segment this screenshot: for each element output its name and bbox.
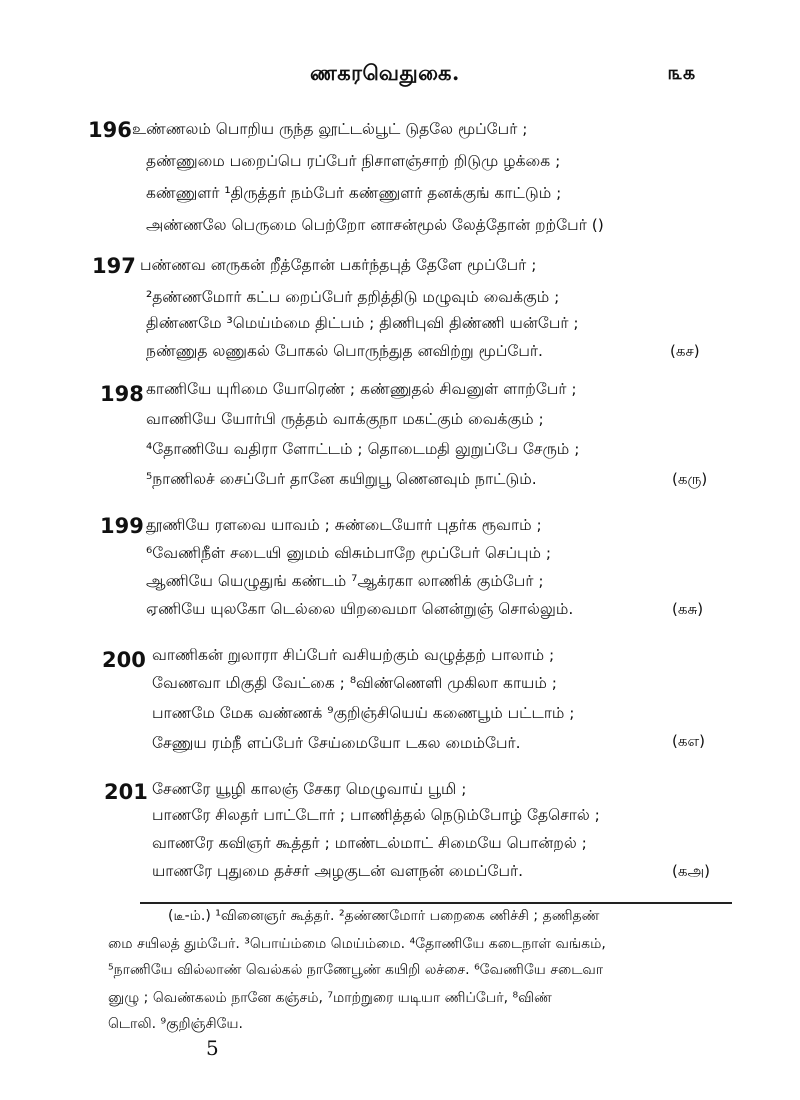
stanza-tag: (கரு) xyxy=(672,470,708,488)
stanza-tag: (கசு) xyxy=(672,600,704,618)
stanza-number: 201 xyxy=(104,780,148,804)
stanza-tag: (கஎ) xyxy=(672,732,706,750)
verse-line: தண்ணுமை பறைப்பெ ரப்பேர் நிசாளஞ்சாற் றிடுமு ழக்கை ; xyxy=(146,152,561,170)
verse-line: பாணரே சிலதர் பாட்டோர் ; பாணித்தல் நெடும்போழ் தேசொல் ; xyxy=(152,806,600,824)
verse-line: சேணுய ரம்நீ ளப்பேர் சேய்மையோ டகல மைம்பேர். xyxy=(152,734,521,752)
stanza-tag: (கஅ) xyxy=(672,862,710,880)
verse-line: உண்ணலம் பொறிய ருந்த லூட்டல்பூட் டுதலே மூப்பேர் ; xyxy=(132,120,528,138)
footnote-line: னுழு ; வெண்கலம் நானே கஞ்சம், ⁷மாற்றுரை யடியா ணிப்பேர், ⁸விண் xyxy=(108,990,552,1006)
running-head xyxy=(0,60,800,100)
verse-line: ²தண்ணமோர் கட்ப றைப்பேர் தறித்திடு மழுவும் வைக்கும் ; xyxy=(146,288,560,306)
footnote-line: மை சயிலத் தும்பேர். ³பொய்ம்மை மெய்ம்மை. ⁴தோணியே கடைநாள் வங்கம், xyxy=(108,936,606,952)
page-mark: ௩௧ xyxy=(668,62,696,84)
footnote-line: (டீ-ம்.) ¹வினைஞர் கூத்தர். ²தண்ணமோர் பறைகை ணிச்சி ; தணிதண் xyxy=(168,908,600,924)
footnote-line: டொலி. ⁹குறிஞ்சியே. xyxy=(108,1016,243,1032)
stanza-number: 196 xyxy=(88,118,132,142)
verse-line: வாணரே கவிஞர் கூத்தர் ; மாண்டல்மாட் சிமையே பொன்றல் ; xyxy=(152,834,587,852)
verse-line: தூணியே ரளவை யாவம் ; சுண்டையோர் புதர்க ரூவாம் ; xyxy=(146,516,542,534)
verse-line: ⁵நாணிலச் சைப்பேர் தானே கயிறுபூ ணெனவும் நாட்டும். xyxy=(146,470,537,488)
footnote-line: ⁵நாணியே வில்லாண் வெல்கல் நாணேபூண் கயிறி லச்சை. ⁶வேணியே சடைவா xyxy=(108,962,604,978)
verse-line: கண்ணுளர் ¹திருத்தர் நம்பேர் கண்ணுளர் தனக்குங் காட்டும் ; xyxy=(146,184,562,202)
stanza-number: 199 xyxy=(100,514,144,538)
verse-line: யாணரே புதுமை தச்சர் அழகுடன் வளநன் மைப்பேர். xyxy=(152,862,524,880)
stanza-tag: (கச) xyxy=(670,342,700,360)
verse-line: ⁶வேணிநீள் சடையி னுமம் விசும்பாறே மூப்பேர் செப்பும் ; xyxy=(146,544,552,562)
verse-line: காணியே யுரிமை யோரெண் ; கண்ணுதல் சிவனுள் ளாற்பேர் ; xyxy=(146,380,577,398)
running-title: ணகரவெதுகை. xyxy=(310,60,460,85)
verse-line: திண்ணமே ³மெய்ம்மை திட்பம் ; திணிபுவி திண்ணி யன்பேர் ; xyxy=(146,314,579,332)
verse-line: வாணிகன் றுலாரா சிப்பேர் வசியற்கும் வழுத்தற் பாலாம் ; xyxy=(152,646,555,664)
verse-line: ஆணியே யெழுதுங் கண்டம் ⁷ஆக்ரகா லாணிக் கும்பேர் ; xyxy=(146,572,544,590)
footnote-divider xyxy=(140,902,732,904)
folio-number: 5 xyxy=(206,1036,219,1060)
stanza-number: 198 xyxy=(100,382,144,406)
verse-line: அண்ணலே பெருமை பெற்றோ னாசன்மூல் லேத்தோன் றற்பேர் () xyxy=(146,216,604,234)
verse-line: ⁴தோணியே வதிரா ளோட்டம் ; தொடைமதி லுறுப்பே சேரும் ; xyxy=(146,440,580,458)
verse-line: வேணவா மிகுதி வேட்கை ; ⁸விண்ணெளி முகிலா காயம் ; xyxy=(152,674,557,692)
verse-line: ஏணியே யுலகோ டெல்லை யிறவைமா னென்றுஞ் சொல்லும். xyxy=(146,600,574,618)
stanza-number: 200 xyxy=(102,648,146,672)
verse-line: வாணியே யோர்பி ருத்தம் வாக்குநா மகட்கும் வைக்கும் ; xyxy=(146,410,544,428)
verse-line: நண்ணுத லணுகல் போகல் பொருந்துத னவிற்று மூப்பேர். xyxy=(146,342,543,360)
verse-line: சேணரே யூழி காலஞ் சேகர மெழுவாய் பூமி ; xyxy=(152,780,467,798)
verse-line: பாணமே மேக வண்ணக் ⁹குறிஞ்சியெய் கணைபூம் பட்டாம் ; xyxy=(152,704,575,722)
stanza-number: 197 xyxy=(92,254,136,278)
verse-line: பண்ணவ னருகன் றீத்தோன் பகர்ந்தபுத் தேளே மூப்பேர் ; xyxy=(140,256,537,274)
